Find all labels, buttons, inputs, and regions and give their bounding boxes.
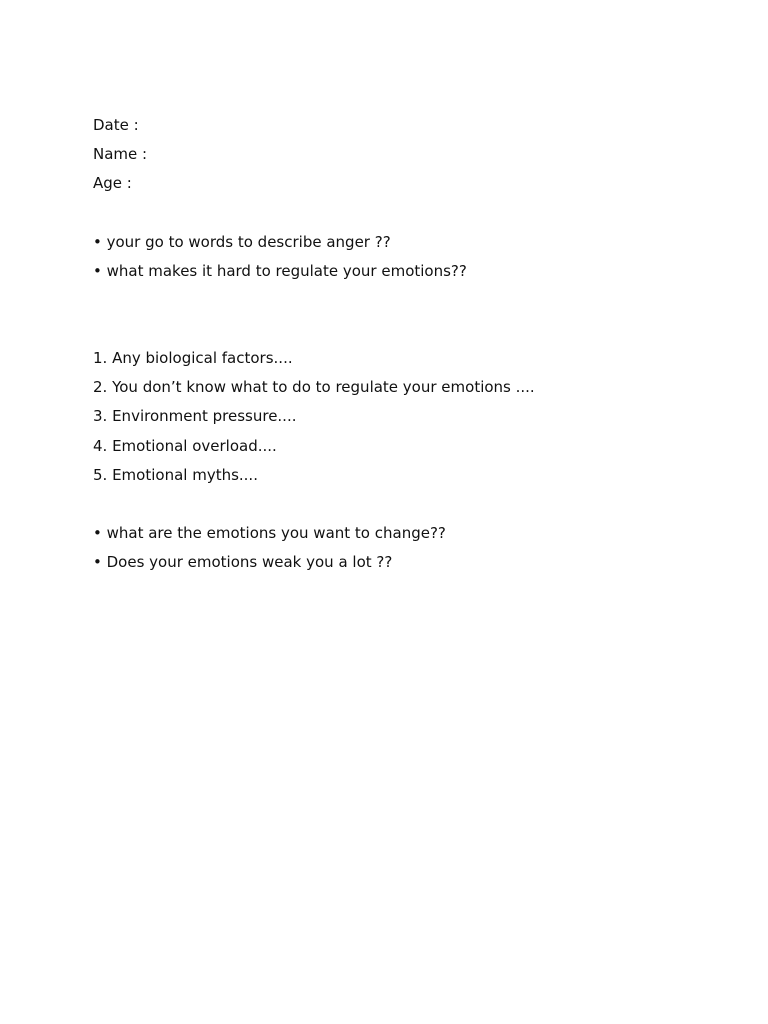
reason-item-4: 4. Emotional overload....: [93, 436, 277, 455]
question-bullet-hard-to-regulate: • what makes it hard to regulate your emotions??: [93, 261, 467, 280]
reason-item-1: 1. Any biological factors....: [93, 348, 293, 367]
spacer: [93, 203, 733, 232]
spacer: [93, 494, 733, 523]
document-body: [93, 115, 733, 581]
question-bullet-anger-words: • your go to words to describe anger ??: [93, 232, 391, 251]
name-field-label: Name :: [93, 145, 148, 164]
spacer: [93, 290, 733, 348]
question-bullet-emotions-weak: • Does your emotions weak you a lot ??: [93, 553, 393, 572]
reason-item-3: 3. Environment pressure....: [93, 407, 297, 426]
age-field-label: Age :: [93, 174, 132, 193]
question-bullet-emotions-to-change: • what are the emotions you want to change??: [93, 523, 446, 542]
reason-item-5: 5. Emotional myths....: [93, 465, 258, 484]
date-field-label: Date :: [93, 116, 139, 134]
reason-item-2: 2. You don’t know what to do to regulate your emotions ....: [93, 378, 535, 397]
